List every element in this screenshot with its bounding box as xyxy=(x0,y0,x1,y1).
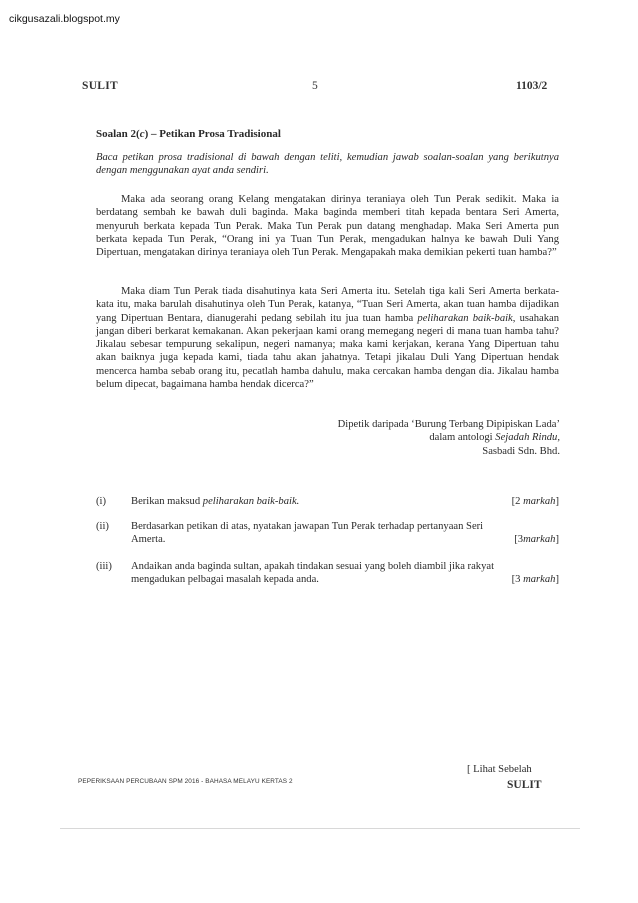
page-bottom-rule xyxy=(60,828,580,829)
mark-close: ] xyxy=(555,534,559,546)
passage-p2-italic: peliharakan baik-baik xyxy=(417,312,513,324)
question-text xyxy=(131,520,559,547)
see-next-page: [ Lihat Sebelah xyxy=(467,764,532,775)
question-text xyxy=(131,495,559,508)
question-line-2: Amerta. xyxy=(131,534,166,546)
mark-word: markah xyxy=(523,534,556,546)
question-number: (iii) xyxy=(96,561,112,572)
question-line-2: mengadukan pelbagai masalah kepada anda. xyxy=(131,574,319,586)
title-prefix: Soalan 2( xyxy=(96,128,140,140)
paper-code: 1103/2 xyxy=(516,80,548,92)
footer-exam-name: PEPERIKSAAN PERCUBAAN SPM 2016 - BAHASA MELAYU KERTAS 2 xyxy=(78,778,293,785)
section-title xyxy=(96,128,559,141)
mark-word: markah xyxy=(523,574,556,586)
source-anthology: Sejadah Rindu, xyxy=(495,432,560,444)
question-line xyxy=(131,495,559,508)
header-sulit: SULIT xyxy=(82,80,119,92)
mark-close: ] xyxy=(555,496,559,507)
question-marks xyxy=(512,495,559,508)
title-suffix: ) – Petikan Prosa Tradisional xyxy=(144,128,281,140)
question-italic: peliharakan baik-baik. xyxy=(202,496,300,507)
source-line-3: Sasbadi Sdn. Bhd. xyxy=(482,445,560,457)
question-text xyxy=(131,560,559,587)
question-marks xyxy=(514,533,559,546)
instruction: Baca petikan prosa tradisional di bawah dengan teliti, kemudian jawab soalan-soalan yang berikutnya dengan menggunakan ayat anda sendiri. xyxy=(96,152,559,177)
watermark: cikgusazali.blogspot.my xyxy=(9,13,120,25)
page-number: 5 xyxy=(312,80,318,92)
question-line-1: Andaikan anda baginda sultan, apakah tindakan sesuai yang boleh diambil jika rakyat xyxy=(131,561,495,572)
passage-paragraph-2 xyxy=(96,285,559,391)
passage-p2-part-b: , usahakan jangan diberi berkarat kemakanan. Akan pekerjaan kami orang memegang negeri di mana tuan hamba tahu? Jikalau sebesar tempurung sekalipun, negeri namanya; maka kami kerjakan, kerana Yang Dipertuan tahu akan baiknya juga kepada kami, tiada tahu akan jahatnya. Tetapi jikalau Duli Yang Dipertuan hendak mencerca hamba sebab orang itu, pecatlah hamba dahulu, maka cercakan hamba dengan dia. Jikalau hamba belum dipecat, bagaimana hamba hendak dicerca?” xyxy=(96,312,559,391)
question-number: (ii) xyxy=(96,521,109,532)
source-citation xyxy=(300,418,560,458)
source-line-1: Dipetik daripada ‘Burung Terbang Dipipiskan Lada’ xyxy=(337,419,560,430)
passage-p2-part-a: Maka diam Tun Perak tiada disahutinya kata Seri Amerta itu. Setelah tiga kali Seri Amerta berkata-kata itu, maka barulah disahutinya oleh Tun Perak, katanya, “Tuan Seri Amerta, akan tuan hamba dijadikan yang Dipertuan Bentara, dianugerahi pedang sebilah itu jua tuan hamba xyxy=(96,286,559,324)
mark-close: ] xyxy=(555,574,559,586)
question-marks xyxy=(512,573,559,586)
question-number: (i) xyxy=(96,496,106,507)
mark-open: [3 xyxy=(514,534,524,546)
source-line-2 xyxy=(300,431,560,444)
source-line-2-prefix: dalam antologi xyxy=(429,432,496,444)
question-prefix: Berikan maksud xyxy=(131,496,203,507)
mark-open: [3 xyxy=(511,574,524,586)
mark-word: markah xyxy=(523,496,556,507)
footer-sulit: SULIT xyxy=(507,779,542,791)
question-line-1: Berdasarkan petikan di atas, nyatakan jawapan Tun Perak terhadap pertanyaan Seri xyxy=(131,521,484,532)
title-letter: c xyxy=(139,128,145,140)
passage-paragraph-1: Maka ada seorang orang Kelang mengatakan dirinya teraniaya oleh Tun Perak sedikit. Maka ia berdatang sembah ke bawah duli baginda. Maka baginda memberi titah kepada bentara Seri Amerta, menyuruh berkata kepada Tun Perak. Maka Tun Perak pun datang menghadap. Maka Seri Amerta pun berkata kepada Tun Perak, “Orang ini ya Tuan Tun Perak, mengadukan halnya ke bawah Duli Yang Dipertuan, mengatakan dirinya teraniaya oleh Tun Perak. Mengapakah maka demikian pekerti tuan hamba?” xyxy=(96,194,559,259)
mark-open: [2 xyxy=(511,496,524,507)
